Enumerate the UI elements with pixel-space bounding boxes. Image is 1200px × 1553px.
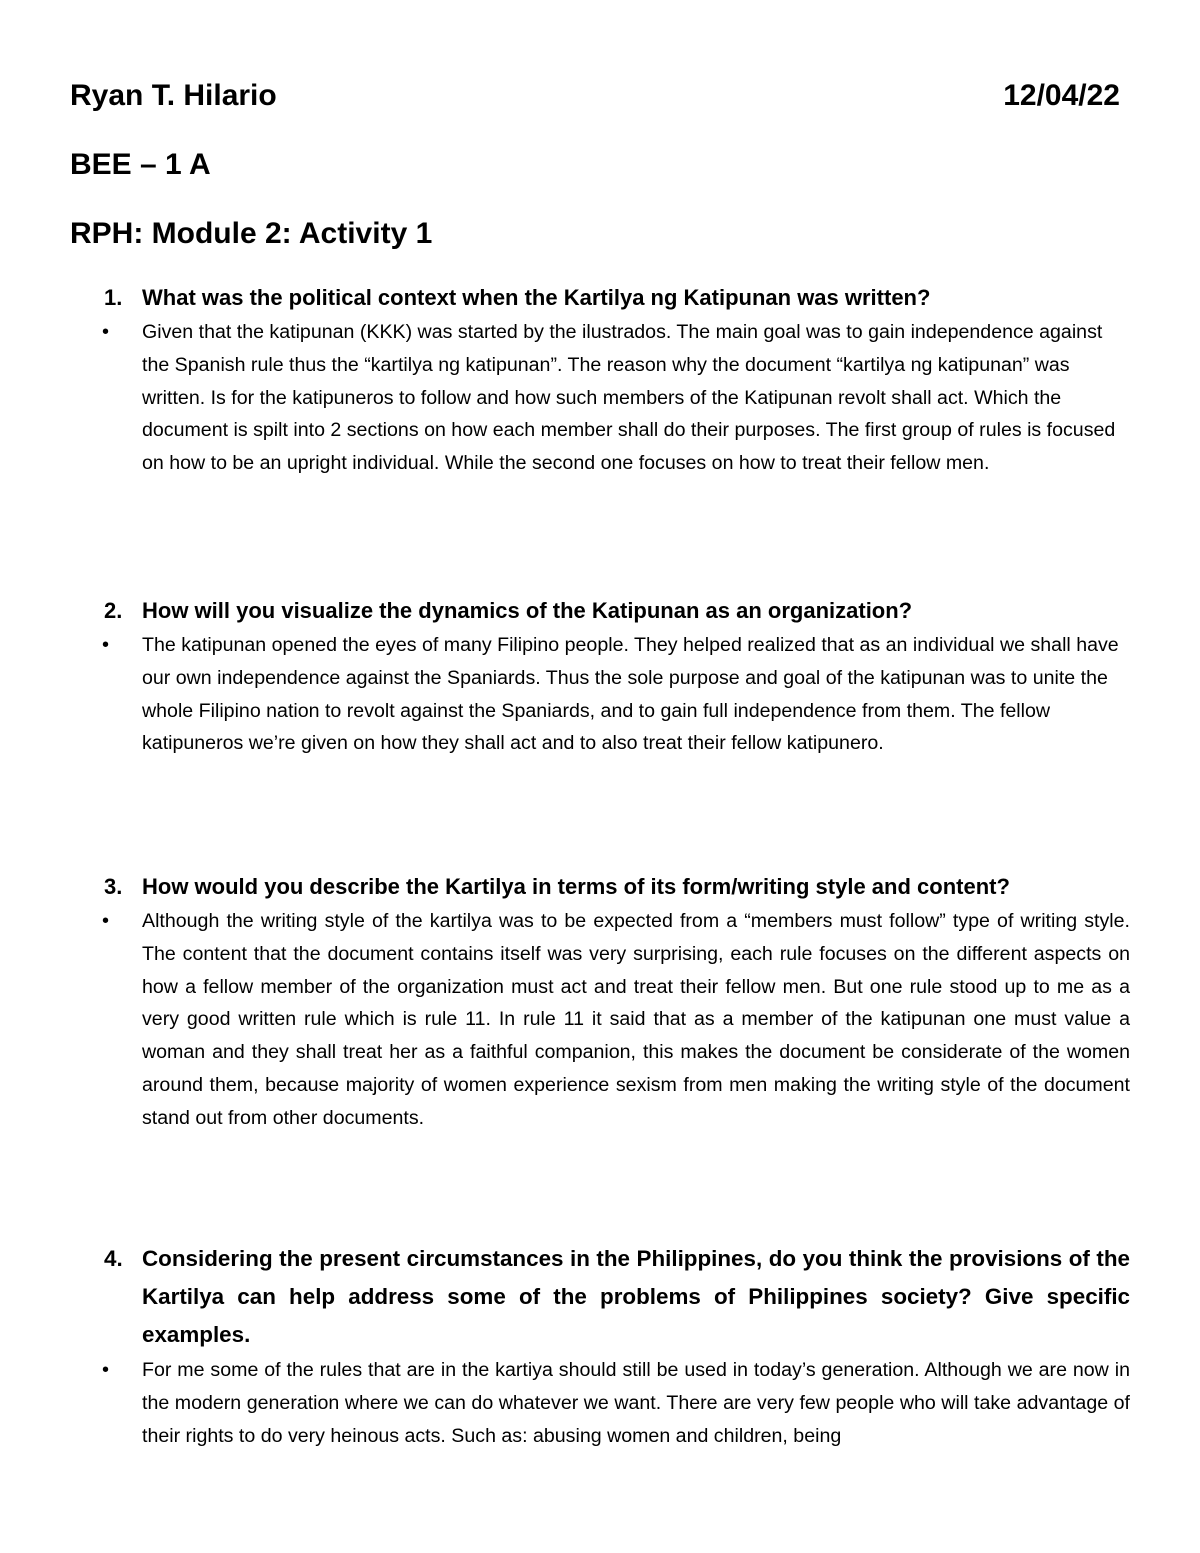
bullet-icon: • <box>102 634 110 656</box>
student-name: Ryan T. Hilario <box>70 79 277 112</box>
answer-text: • The katipunan opened the eyes of many Filipino people. They helped realized that as an individual we shall have our own independence against the Spaniards. Thus the sole purpose and goal of the katipunan was to unite the whole Filipino nation to revolt against the Spaniards, and to gain full independence from them. The fellow katipuneros we’re given on how they shall act and to also treat their fellow katipunero. <box>100 629 1130 760</box>
submission-date: 12/04/22 <box>1003 79 1120 112</box>
bullet-icon: • <box>102 910 110 932</box>
question-text: 2. How will you visualize the dynamics of the Katipunan as an organization? <box>100 594 1130 627</box>
answer-text: • Although the writing style of the kartilya was to be expected from a “members must follow” type of writing style. The content that the document contains itself was very surprising, each rule focuses on the different aspects on how a fellow member of the organization must act and treat their fellow men. But one rule stood up to me as a very good written rule which is rule 11. In rule 11 it said that as a member of the katipunan one must value a woman and they shall treat her as a faithful companion, this makes the document be considerate of the women around them, because majority of women experience sexism from men making the writing style of the document stand out from other documents. <box>100 905 1130 1135</box>
bullet-icon: • <box>102 1359 110 1381</box>
question-text: 1. What was the political context when the Kartilya ng Katipunan was written? <box>100 281 1130 314</box>
answer-text: • For me some of the rules that are in the kartiya should still be used in today’s generation. Although we are now in the modern generation where we can do whatever we want. There are very few people who will take advantage of their rights to do very heinous acts. Such as: abusing women and children, being <box>100 1354 1130 1452</box>
question-text: 4. Considering the present circumstances in the Philippines, do you think the provisions of the Kartilya can help address some of the problems of Philippines society? Give specific examples. <box>100 1240 1130 1354</box>
question-block-4 <box>100 1240 1130 1452</box>
class-section: BEE – 1 A <box>70 148 211 181</box>
activity-title: RPH: Module 2: Activity 1 <box>70 217 433 250</box>
question-block-1 <box>100 281 1130 480</box>
question-block-3 <box>100 870 1130 1135</box>
question-text: 3. How would you describe the Kartilya in terms of its form/writing style and content? <box>100 870 1130 903</box>
bullet-icon: • <box>102 321 110 343</box>
question-number: 2. <box>104 598 123 623</box>
header-name-date-row <box>70 76 1120 116</box>
question-number: 4. <box>104 1246 123 1271</box>
question-block-2 <box>100 594 1130 760</box>
answer-text: • Given that the katipunan (KKK) was started by the ilustrados. The main goal was to gain independence against the Spanish rule thus the “kartilya ng katipunan”. The reason why the document “kartilya ng katipunan” was written. Is for the katipuneros to follow and how such members of the Katipunan revolt shall act. Which the document is spilt into 2 sections on how each member shall do their purposes. The first group of rules is focused on how to be an upright individual. While the second one focuses on how to treat their fellow men. <box>100 316 1130 480</box>
question-number: 1. <box>104 285 123 310</box>
question-number: 3. <box>104 874 123 899</box>
